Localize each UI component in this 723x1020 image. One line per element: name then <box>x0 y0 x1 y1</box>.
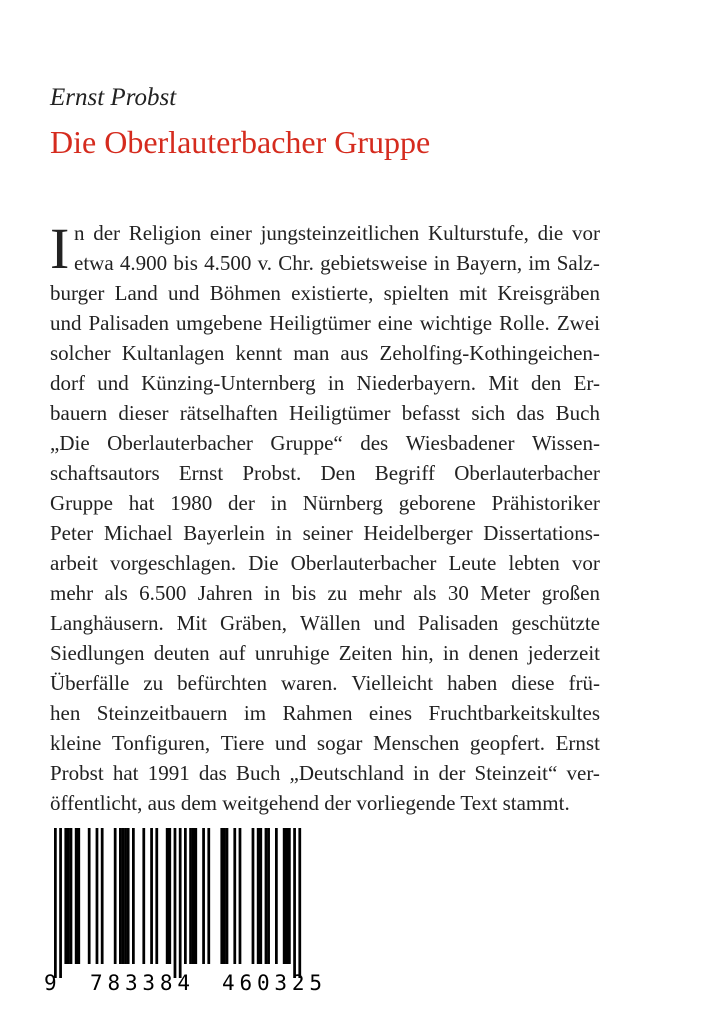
blurb-line: Langhäusern. Mit Gräben, Wällen und Palisaden geschützte <box>50 611 600 635</box>
blurb-line: kleine Tonfiguren, Tiere und sogar Menschen geopfert. Ernst <box>50 731 600 755</box>
barcode-bar <box>259 828 262 964</box>
barcode-bar <box>174 828 177 978</box>
blurb-line: mehr als 6.500 Jahren in bis zu mehr als 30 Meter großen <box>50 581 600 605</box>
barcode-bar <box>288 828 291 964</box>
barcode-bar <box>124 828 127 964</box>
barcode-bar <box>283 828 286 964</box>
blurb-line: schaftsautors Ernst Probst. Den Begriff Oberlauterbacher <box>50 461 600 485</box>
barcode-bar <box>168 828 171 964</box>
barcode-bars <box>54 828 301 978</box>
barcode-bar <box>127 828 130 964</box>
barcode-bar <box>192 828 195 964</box>
blurb-line: öffentlicht, aus dem weitgehend der vorliegende Text stammt. <box>50 791 570 815</box>
barcode-bar <box>70 828 73 964</box>
barcode-bar <box>257 828 260 964</box>
barcode-bar <box>202 828 205 964</box>
barcode-bar <box>239 828 242 964</box>
blurb-line: n der Religion einer jungsteinzeitlichen Kulturstufe, die vor <box>74 221 600 245</box>
barcode-right-digits: 460325 <box>222 971 322 995</box>
barcode-bar <box>226 828 229 964</box>
barcode-bar <box>298 828 301 978</box>
barcode-bar <box>189 828 192 964</box>
barcode-bar <box>64 828 67 964</box>
barcode-bar <box>142 828 145 964</box>
barcode-bar <box>220 828 223 964</box>
blurb-line: arbeit vorgeschlagen. Die Oberlauterbacher Leute lebten vor <box>50 551 600 575</box>
barcode-bar <box>223 828 226 964</box>
barcode-bar <box>265 828 268 964</box>
blurb-line: etwa 4.900 bis 4.500 v. Chr. gebietsweise in Bayern, im Salz- <box>74 251 600 275</box>
blurb-line: hen Steinzeitbauern im Rahmen eines Fruchtbarkeitskultes <box>50 701 600 725</box>
barcode-bar <box>293 828 296 978</box>
barcode-bar <box>67 828 70 964</box>
barcode-bar <box>233 828 236 964</box>
barcode-bar <box>285 828 288 964</box>
blurb-line: Probst hat 1991 das Buch „Deutschland in der Steinzeit“ ver- <box>50 761 600 785</box>
barcode-bar <box>207 828 210 964</box>
blurb-line: Peter Michael Bayerlein in seiner Heidelberger Dissertations- <box>50 521 600 545</box>
barcode-bar <box>101 828 104 964</box>
barcode-bar <box>166 828 169 964</box>
barcode-bar <box>252 828 255 964</box>
barcode-bar <box>184 828 187 964</box>
author-name: Ernst Probst <box>50 84 177 111</box>
barcode-bar <box>54 828 57 978</box>
barcode-bar <box>194 828 197 964</box>
blurb-line: bauern dieser rätselhaften Heiligtümer befasst sich das Buch <box>50 401 600 425</box>
barcode-bar <box>132 828 135 964</box>
barcode-bar <box>155 828 158 964</box>
blurb-line: burger Land und Böhmen existierte, spielten mit Kreisgräben <box>50 281 600 305</box>
barcode-bar <box>96 828 99 964</box>
barcode-bar <box>119 828 122 964</box>
blurb-line: Gruppe hat 1980 der in Nürnberg geborene Prähistoriker <box>50 491 600 515</box>
blurb-line: „Die Oberlauterbacher Gruppe“ des Wiesbadener Wissen- <box>50 431 600 455</box>
isbn-barcode <box>44 828 344 998</box>
blurb-line: Überfälle zu befürchten waren. Vielleicht haben diese frü- <box>50 671 600 695</box>
barcode-bar <box>267 828 270 964</box>
barcode-bar <box>77 828 80 964</box>
drop-cap: I <box>50 216 70 281</box>
barcode-bar <box>75 828 78 964</box>
barcode-bar <box>114 828 117 964</box>
blurb-line: solcher Kultanlagen kennt man aus Zeholfing-Kothingeichen- <box>50 341 600 365</box>
barcode-bar <box>179 828 182 978</box>
book-title: Die Oberlauterbacher Gruppe <box>50 124 431 160</box>
barcode-bar <box>122 828 125 964</box>
blurb-line: und Palisaden umgebene Heiligtümer eine wichtige Rolle. Zwei <box>50 311 600 335</box>
blurb-text <box>50 218 600 818</box>
barcode-bar <box>88 828 91 964</box>
barcode-bar <box>275 828 278 964</box>
blurb-line: Siedlungen deuten auf unruhige Zeiten hin, in denen jederzeit <box>50 641 600 665</box>
barcode-first-digit: 9 <box>44 971 57 995</box>
barcode-bar <box>59 828 62 978</box>
blurb-line: dorf und Künzing-Unternberg in Niederbayern. Mit den Er- <box>50 371 600 395</box>
barcode-left-digits: 783384 <box>90 971 190 995</box>
barcode-bar <box>150 828 153 964</box>
